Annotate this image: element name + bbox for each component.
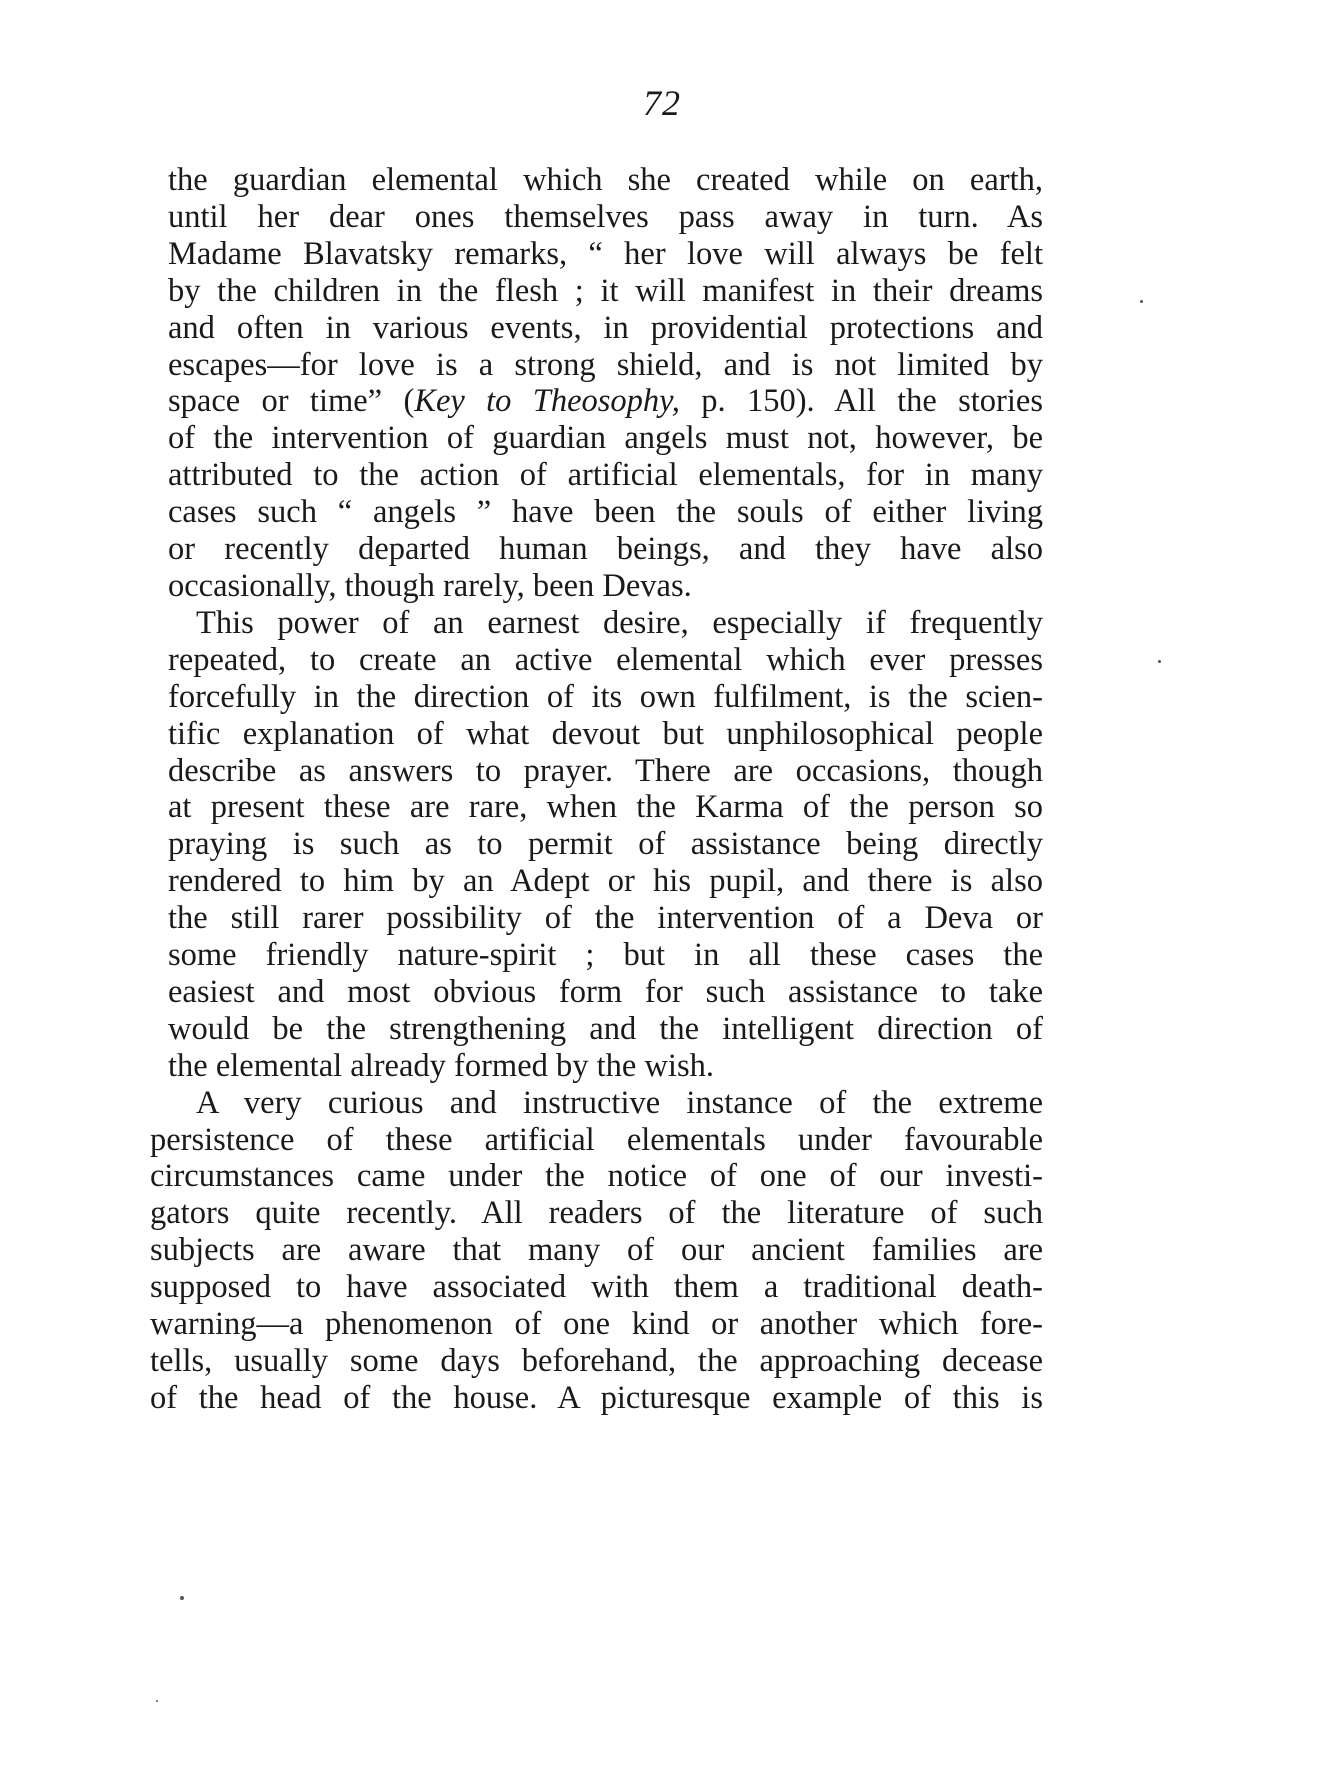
text-line: tific explanation of what devout but unphilosophical people [168,715,1043,752]
text-line: praying is such as to permit of assistance being directly [168,826,1043,863]
body-text [150,162,1043,1417]
text-line: This power of an earnest desire, especially if frequently [196,604,1043,641]
text-line: warning—a phenomenon of one kind or another which fore- [150,1306,1043,1343]
text-line: easiest and most obvious form for such assistance to take [168,973,1043,1010]
text-line: attributed to the action of artificial elementals, for in many [168,457,1043,494]
text-line: some friendly nature-spirit ; but in all these cases the [168,937,1043,974]
text-line: persistence of these artificial elementals under favourable [150,1121,1043,1158]
text-line: occasionally, though rarely, been Devas. [168,567,692,604]
page-number: 72 [643,83,681,123]
text-line: rendered to him by an Adept or his pupil, and there is also [168,863,1043,900]
text-line: escapes—for love is a strong shield, and is not limited by [168,346,1043,383]
scan-speck [1158,660,1161,663]
text-line: describe as answers to prayer. There are occasions, though [168,752,1043,789]
text-line: Madame Blavatsky remarks, “ her love will always be felt [168,235,1043,272]
text-line: cases such “ angels ” have been the souls of either living [168,494,1043,531]
text-line: the elemental already formed by the wish. [168,1047,714,1084]
text-line: tells, usually some days beforehand, the approaching decease [150,1343,1043,1379]
text-line: supposed to have associated with them a traditional death- [150,1269,1043,1306]
text-line: subjects are aware that many of our ancient families are [150,1232,1043,1269]
text-line: or recently departed human beings, and they have also [168,531,1043,568]
scan-speck [156,1700,158,1702]
text-line: gators quite recently. All readers of the literature of such [150,1195,1043,1232]
text-segment: p. 150). All the stories [679,383,1043,420]
text-line: forcefully in the direction of its own fulfilment, is the scien- [168,678,1043,715]
text-line: and often in various events, in providential protections and [168,309,1043,346]
text-line: of the head of the house. A picturesque example of this is [150,1379,1043,1416]
text-segment: space or time” ( [168,383,415,420]
text-line: until her dear ones themselves pass away in turn. As [168,198,1043,235]
text-line: the guardian elemental which she created while on earth, [168,162,1043,198]
scan-speck [1140,300,1143,303]
text-line: would be the strengthening and the intelligent direction of [168,1010,1043,1047]
text-line [168,383,1043,420]
text-line: by the children in the flesh ; it will manifest in their dreams [168,272,1043,309]
book-citation-title: Key to Theosophy, [414,383,680,420]
scan-speck [180,1596,184,1600]
text-line: of the intervention of guardian angels must not, however, be [168,420,1043,457]
text-line: A very curious and instructive instance of the extreme [196,1084,1043,1121]
text-line: circumstances came under the notice of one of our investi- [150,1158,1043,1195]
text-line: the still rarer possibility of the intervention of a Deva or [168,900,1043,937]
text-line: at present these are rare, when the Karma of the person so [168,789,1043,826]
text-line: repeated, to create an active elemental which ever presses [168,641,1043,678]
